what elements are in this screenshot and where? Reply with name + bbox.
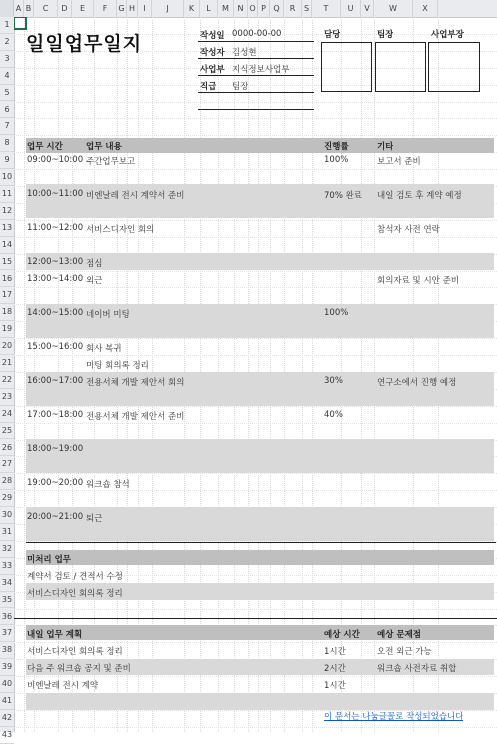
column-header-t[interactable]: T xyxy=(312,0,341,17)
author-value[interactable]: 김성현 xyxy=(232,48,257,58)
column-header-bar xyxy=(0,0,497,18)
schedule-progress-cell[interactable]: 70% 완료 xyxy=(324,191,363,201)
column-header-v[interactable]: V xyxy=(361,0,374,17)
approval-box-director[interactable] xyxy=(428,42,480,92)
row-header-13[interactable]: 13 xyxy=(0,220,14,237)
band-row-26 xyxy=(26,439,494,473)
column-header-g[interactable]: G xyxy=(117,0,127,17)
plan-time-cell[interactable]: 1시간 xyxy=(324,681,346,691)
schedule-progress-cell[interactable]: 40% xyxy=(324,410,343,420)
schedule-note-cell[interactable]: 연구소에서 진행 예정 xyxy=(377,378,457,388)
schedule-time-cell[interactable]: 13:00~14:00 xyxy=(27,274,84,284)
schedule-task-cell[interactable]: 네이버 미팅 xyxy=(86,310,130,320)
plan-time-cell[interactable]: 1시간 xyxy=(324,647,346,657)
plan-task-cell[interactable]: 서비스디자인 회의록 정리 xyxy=(27,647,123,657)
schedule-task-cell[interactable]: 전용서체 개발 제안서 회의 xyxy=(86,378,185,388)
schedule-time-cell[interactable]: 18:00~19:00 xyxy=(27,444,84,454)
row-header-28[interactable]: 28 xyxy=(0,473,14,490)
pending-item-1[interactable]: 계약서 검토 / 견적서 수정 xyxy=(27,572,123,582)
plan-header-task: 내일 업무 계획 xyxy=(27,630,83,640)
row-header-8[interactable]: 8 xyxy=(0,135,14,152)
date-value[interactable]: 0000-00-00 xyxy=(232,29,282,39)
schedule-header-progress: 진행률 xyxy=(324,142,349,152)
row-header-37[interactable]: 37 xyxy=(0,625,14,642)
dept-value[interactable]: 지식정보사업부 xyxy=(232,65,290,75)
band-row-42 xyxy=(26,693,494,710)
row-header-39[interactable]: 39 xyxy=(0,659,14,676)
schedule-task-cell[interactable]: 회사 복귀 xyxy=(86,344,122,354)
row-header-19[interactable]: 19 xyxy=(0,321,14,338)
schedule-time-cell[interactable]: 17:00~18:00 xyxy=(27,410,84,420)
approval-box-staff[interactable] xyxy=(321,42,372,92)
plan-header-issue: 예상 문제점 xyxy=(377,630,422,640)
row-header-42[interactable]: 42 xyxy=(0,710,14,727)
schedule-note-cell[interactable]: 참석자 사전 연락 xyxy=(377,225,440,235)
row-header-5[interactable]: 5 xyxy=(0,85,14,102)
column-header-e[interactable]: E xyxy=(72,0,94,17)
column-header-f[interactable]: F xyxy=(94,0,117,17)
schedule-time-cell[interactable]: 12:00~13:00 xyxy=(27,257,84,267)
column-header-n[interactable]: N xyxy=(234,0,248,17)
approval-label-1: 담당 xyxy=(324,30,341,40)
row-header-24[interactable]: 24 xyxy=(0,406,14,423)
schedule-header-task: 업무 내용 xyxy=(86,142,122,152)
row-header-43[interactable]: 43 xyxy=(0,727,14,744)
pending-item-2[interactable]: 서비스디자인 회의록 정리 xyxy=(27,589,123,599)
row-header-14[interactable]: 14 xyxy=(0,237,14,254)
column-header-u[interactable]: U xyxy=(341,0,361,17)
schedule-task-cell[interactable]: 서비스디자인 회의 xyxy=(86,225,155,235)
schedule-time-cell[interactable]: 20:00~21:00 xyxy=(27,512,84,522)
schedule-time-cell[interactable]: 16:00~17:00 xyxy=(27,376,84,386)
row-header-22[interactable]: 22 xyxy=(0,372,14,389)
row-header-32[interactable]: 32 xyxy=(0,541,14,558)
plan-issue-cell[interactable]: 워크숍 사전자료 취합 xyxy=(377,664,457,674)
row-header-10[interactable]: 10 xyxy=(0,169,14,186)
row-header-33[interactable]: 33 xyxy=(0,558,14,575)
column-header-r[interactable]: R xyxy=(284,0,302,17)
dept-label: 사업부 xyxy=(200,65,225,75)
column-header-a[interactable]: A xyxy=(14,0,24,17)
author-label: 작성자 xyxy=(200,48,225,58)
schedule-progress-cell[interactable]: 100% xyxy=(324,308,349,318)
row-header-18[interactable]: 18 xyxy=(0,304,14,321)
footer-note-link[interactable]: 이 문서는 나눔글꼴로 작성되었습니다 xyxy=(324,712,464,722)
column-header-k[interactable]: K xyxy=(184,0,200,17)
schedule-task-cell[interactable]: 주간업무보고 xyxy=(86,157,136,167)
row-header-11[interactable]: 11 xyxy=(0,186,14,203)
row-header-36[interactable]: 36 xyxy=(0,609,14,626)
column-header-i[interactable]: I xyxy=(138,0,152,17)
schedule-note-cell[interactable]: 회의자료 및 시안 준비 xyxy=(377,276,460,286)
schedule-task-cell[interactable]: 점심 xyxy=(86,259,103,269)
schedule-header-time: 업무 시간 xyxy=(27,142,63,152)
row-header-29[interactable]: 29 xyxy=(0,490,14,507)
approval-label-3: 사업부장 xyxy=(431,30,464,40)
schedule-task-cell[interactable]: 미팅 회의록 정리 xyxy=(86,361,149,371)
row-header-20[interactable]: 20 xyxy=(0,338,14,355)
schedule-progress-cell[interactable]: 100% xyxy=(324,155,349,165)
column-header-d[interactable]: D xyxy=(58,0,72,17)
date-label: 작성일 xyxy=(200,31,225,41)
row-header-9[interactable]: 9 xyxy=(0,152,14,169)
row-header-30[interactable]: 30 xyxy=(0,507,14,524)
row-header-27[interactable]: 27 xyxy=(0,456,14,473)
rank-label: 직급 xyxy=(200,82,217,92)
column-header-q[interactable]: Q xyxy=(270,0,284,17)
schedule-task-cell[interactable]: 외근 xyxy=(86,276,103,286)
column-header-j[interactable]: J xyxy=(152,0,184,17)
schedule-task-cell[interactable]: 퇴근 xyxy=(86,514,103,524)
row-header-2[interactable]: 2 xyxy=(0,34,14,51)
schedule-task-cell[interactable]: 워크숍 참석 xyxy=(86,480,130,490)
plan-task-cell[interactable]: 다음 주 워크숍 공지 및 준비 xyxy=(27,664,131,674)
row-header-12[interactable]: 12 xyxy=(0,203,14,220)
schedule-note-cell[interactable]: 내일 검토 후 계약 예정 xyxy=(377,191,462,201)
plan-time-cell[interactable]: 2시간 xyxy=(324,664,346,674)
row-header-41[interactable]: 41 xyxy=(0,693,14,710)
row-header-bar xyxy=(0,17,15,739)
schedule-time-cell[interactable]: 11:00~12:00 xyxy=(27,223,84,233)
select-all-corner[interactable] xyxy=(0,0,14,17)
page-title: 일일업무일지 xyxy=(26,33,143,55)
schedule-progress-cell[interactable]: 30% xyxy=(324,376,343,386)
schedule-task-cell[interactable]: 비엔날레 전시 계약서 준비 xyxy=(86,191,185,201)
row-header-40[interactable]: 40 xyxy=(0,676,14,693)
row-header-25[interactable]: 25 xyxy=(0,423,14,440)
column-header-h[interactable]: H xyxy=(127,0,138,17)
plan-header-band xyxy=(26,625,494,640)
row-header-26[interactable]: 26 xyxy=(0,440,14,457)
row-header-16[interactable]: 16 xyxy=(0,271,14,288)
selected-cell[interactable] xyxy=(14,17,27,30)
column-header-l[interactable]: L xyxy=(200,0,218,17)
plan-issue-cell[interactable]: 오전 외근 가능 xyxy=(377,647,432,657)
schedule-time-cell[interactable]: 10:00~11:00 xyxy=(27,189,84,199)
column-header-c[interactable]: C xyxy=(34,0,58,17)
pending-header: 미처리 업무 xyxy=(27,555,72,565)
schedule-time-cell[interactable]: 19:00~20:00 xyxy=(27,478,84,488)
row-header-1[interactable]: 1 xyxy=(0,17,14,34)
row-header-35[interactable]: 35 xyxy=(0,592,14,609)
row-header-6[interactable]: 6 xyxy=(0,102,14,119)
column-header-p[interactable]: P xyxy=(258,0,270,17)
approval-box-lead[interactable] xyxy=(375,42,426,92)
column-header-w[interactable]: W xyxy=(374,0,413,17)
schedule-header-note: 기타 xyxy=(377,142,394,152)
plan-header-time: 예상 시간 xyxy=(324,630,360,640)
column-header-s[interactable]: S xyxy=(302,0,312,17)
schedule-time-cell[interactable]: 09:00~10:00 xyxy=(27,155,84,165)
schedule-time-cell[interactable]: 15:00~16:00 xyxy=(27,342,84,352)
column-header-m[interactable]: M xyxy=(218,0,234,17)
row-header-31[interactable]: 31 xyxy=(0,524,14,541)
schedule-time-cell[interactable]: 14:00~15:00 xyxy=(27,308,84,318)
row-header-38[interactable]: 38 xyxy=(0,642,14,659)
rank-value[interactable]: 팀장 xyxy=(232,82,249,92)
pending-header-band xyxy=(26,550,494,565)
row-header-7[interactable]: 7 xyxy=(0,118,14,135)
column-header-x[interactable]: X xyxy=(413,0,438,17)
schedule-task-cell[interactable]: 전용서체 개발 제안서 준비 xyxy=(86,412,185,422)
column-header-o[interactable]: O xyxy=(248,0,258,17)
row-header-34[interactable]: 34 xyxy=(0,575,14,592)
row-header-4[interactable]: 4 xyxy=(0,68,14,85)
row-header-3[interactable]: 3 xyxy=(0,51,14,68)
schedule-note-cell[interactable]: 보고서 준비 xyxy=(377,157,421,167)
row-header-23[interactable]: 23 xyxy=(0,389,14,406)
row-header-17[interactable]: 17 xyxy=(0,287,14,304)
column-header-b[interactable]: B xyxy=(24,0,34,17)
row-header-15[interactable]: 15 xyxy=(0,254,14,271)
row-header-21[interactable]: 21 xyxy=(0,355,14,372)
worksheet[interactable] xyxy=(14,17,497,732)
approval-label-2: 팀장 xyxy=(377,30,394,40)
plan-task-cell[interactable]: 비엔날레 전시 계약 xyxy=(27,681,99,691)
